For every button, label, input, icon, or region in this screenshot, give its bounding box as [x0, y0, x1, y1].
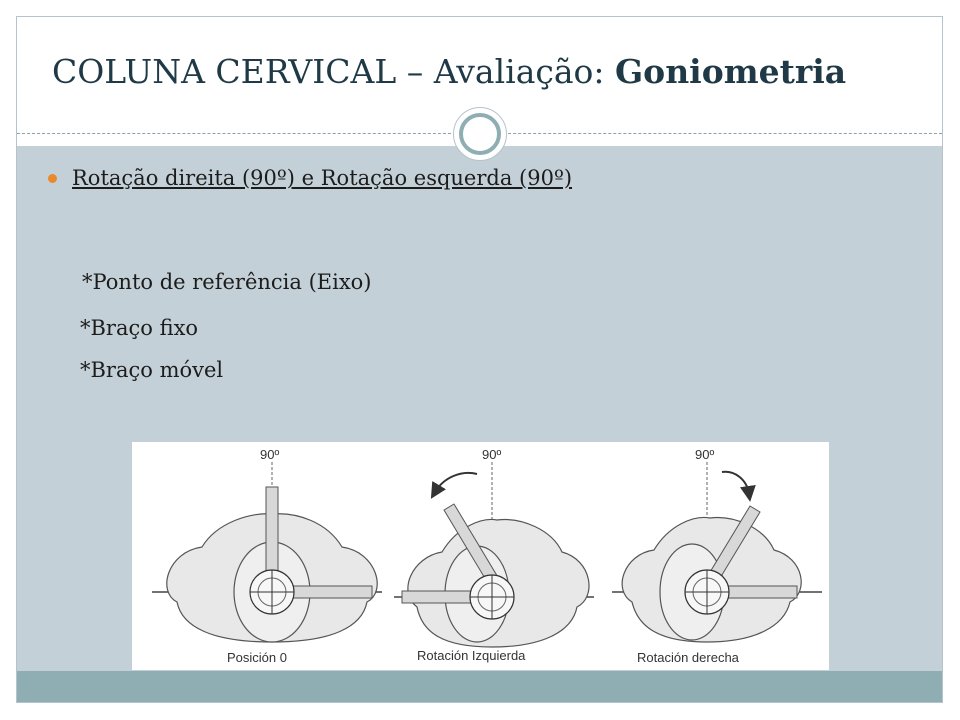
panel-3-label: Rotación derecha [637, 650, 739, 665]
panel-3-degree: 90º [695, 447, 715, 462]
panel-2-degree: 90º [482, 447, 502, 462]
slide-title-bold: Goniometria [615, 52, 847, 91]
panel-rotation-left [394, 447, 594, 663]
slide-title [52, 52, 846, 91]
goniometry-figure [132, 442, 829, 670]
slide-title-main: COLUNA CERVICAL – Avaliação: [52, 52, 615, 91]
panel-1-degree: 90º [260, 447, 280, 462]
panel-rotation-right [612, 447, 822, 665]
bullet-item [48, 166, 572, 190]
divider-circle-ring [459, 113, 501, 155]
reference-moving-arm: *Braço móvel [80, 358, 224, 382]
reference-fixed-arm: *Braço fixo [80, 316, 199, 340]
panel-position-zero [152, 447, 382, 665]
bullet-text: Rotação direita (90º) e Rotação esquerda (90º) [72, 166, 573, 190]
panel-1-label: Posición 0 [227, 650, 287, 665]
bullet-dot-icon [48, 174, 57, 183]
reference-axis: *Ponto de referência (Eixo) [82, 270, 372, 294]
goniometry-illustration [132, 442, 829, 670]
panel-2-label: Rotación Izquierda [417, 648, 526, 663]
